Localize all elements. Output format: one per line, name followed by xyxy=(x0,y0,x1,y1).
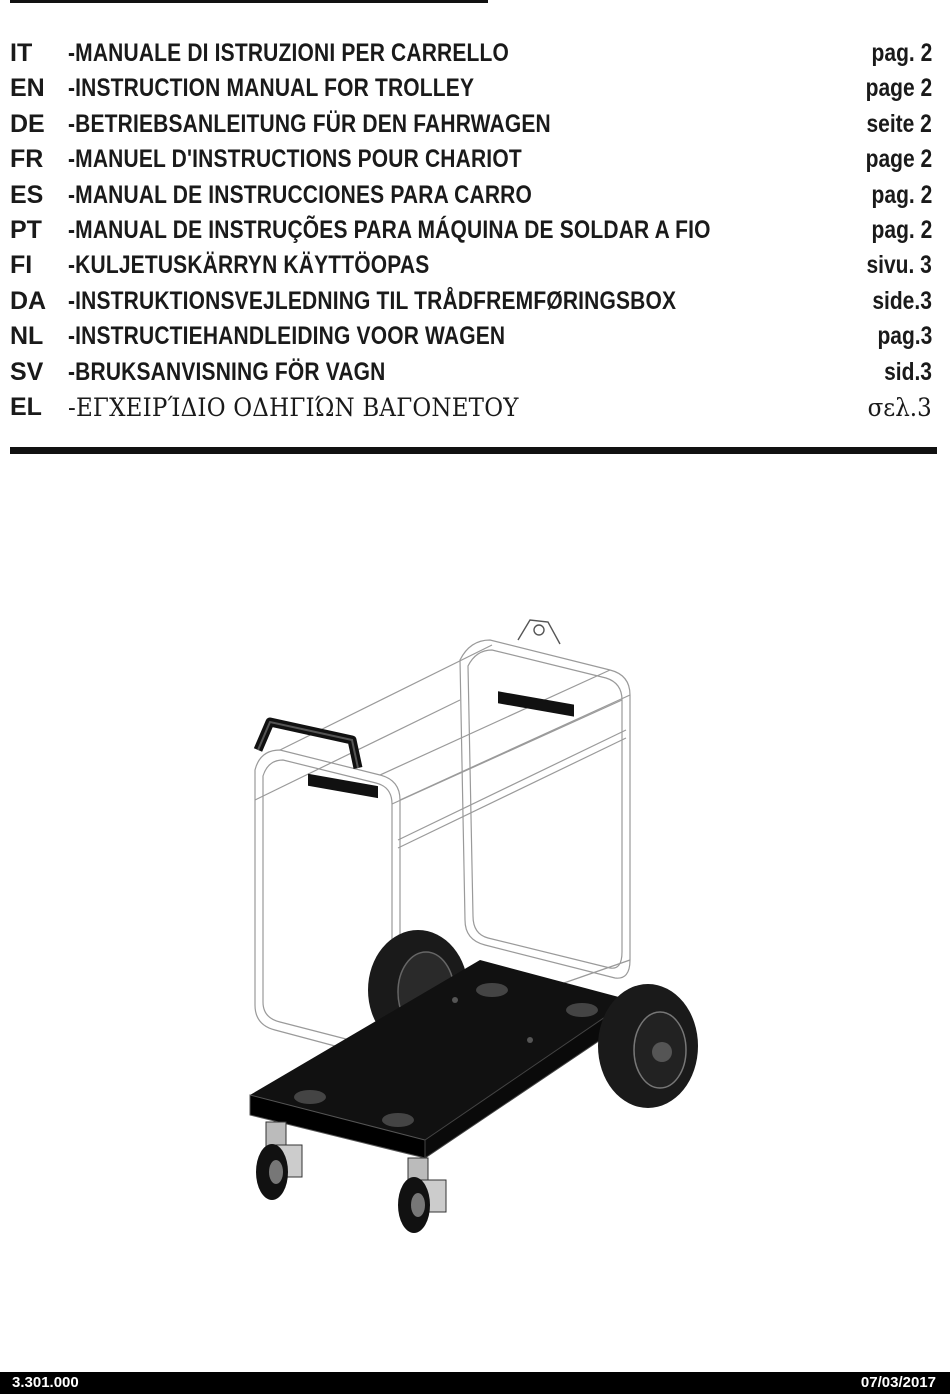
page-reference: page 2 xyxy=(865,74,932,103)
manual-title: -KULJETUSKÄRRYN KÄYTTÖOPAS xyxy=(68,251,430,280)
toc-row-de xyxy=(10,107,932,142)
manual-title: -MANUAL DE INSTRUÇÕES PARA MÁQUINA DE SOLDAR A FIO xyxy=(68,215,711,244)
manual-title: -INSTRUCTION MANUAL FOR TROLLEY xyxy=(68,74,475,103)
language-code: DA xyxy=(10,286,47,315)
manual-title: -ΕΓΧΕΙΡΊΔΙΟ ΟΔΗΓΙΏΝ ΒΑΓΟΝΕΤΟΥ xyxy=(68,392,519,422)
language-code: NL xyxy=(10,322,44,351)
page-reference: pag. 2 xyxy=(871,39,932,67)
manual-title: -INSTRUCTIEHANDLEIDING VOOR WAGEN xyxy=(68,322,506,351)
lifting-eye xyxy=(518,620,560,644)
trolley-illustration xyxy=(230,600,710,1250)
toc-row-da xyxy=(10,284,932,319)
page-reference: pag.3 xyxy=(877,322,932,351)
language-index xyxy=(10,36,932,425)
toc-row-fr xyxy=(10,142,932,177)
language-code: FR xyxy=(10,145,44,174)
page-reference: pag. 2 xyxy=(871,180,932,209)
page-reference: page 2 xyxy=(865,145,932,174)
toc-row-fi xyxy=(10,248,932,283)
footer-bar xyxy=(0,1372,950,1394)
language-code: DE xyxy=(10,109,45,138)
toc-row-pt xyxy=(10,213,932,248)
toc-row-sv xyxy=(10,355,932,390)
caster-right xyxy=(398,1158,446,1233)
page-reference: σελ.3 xyxy=(867,392,932,422)
manual-title: -MANUAL DE INSTRUCCIONES PARA CARRO xyxy=(68,180,532,209)
page-reference: sid.3 xyxy=(884,357,932,386)
toc-row-el xyxy=(10,390,932,425)
top-clamp xyxy=(498,691,574,716)
language-code: IT xyxy=(10,39,33,67)
manual-title: -MANUEL D'INSTRUCTIONS POUR CHARIOT xyxy=(68,145,522,174)
language-code: PT xyxy=(10,215,42,244)
toc-row-en xyxy=(10,71,932,106)
manual-title: -INSTRUKTIONSVEJLEDNING TIL TRÅDFREMFØRINGSBOX xyxy=(68,286,677,315)
base-plate xyxy=(250,960,630,1158)
toc-row-nl xyxy=(10,319,932,354)
language-code: EL xyxy=(10,392,42,421)
document-date: 07/03/2017 xyxy=(860,1374,936,1391)
language-code: EN xyxy=(10,74,45,103)
page-reference: pag. 2 xyxy=(871,215,932,244)
toc-row-it xyxy=(10,36,932,71)
page-reference: seite 2 xyxy=(866,109,932,138)
manual-title: -MANUALE DI ISTRUZIONI PER CARRELLO xyxy=(68,39,510,67)
caster-left xyxy=(256,1122,302,1200)
top-rule xyxy=(10,0,488,3)
document-code: 3.301.000 xyxy=(12,1374,79,1391)
rear-wheel-right xyxy=(598,984,698,1108)
toc-row-es xyxy=(10,178,932,213)
page-reference: sivu. 3 xyxy=(866,251,932,280)
page-reference: side.3 xyxy=(872,286,932,315)
language-code: FI xyxy=(10,251,33,280)
section-divider xyxy=(10,447,937,454)
language-code: SV xyxy=(10,357,44,386)
language-code: ES xyxy=(10,180,44,209)
manual-title: -BRUKSANVISNING FÖR VAGN xyxy=(68,357,386,386)
manual-title: -BETRIEBSANLEITUNG FÜR DEN FAHRWAGEN xyxy=(68,109,551,138)
